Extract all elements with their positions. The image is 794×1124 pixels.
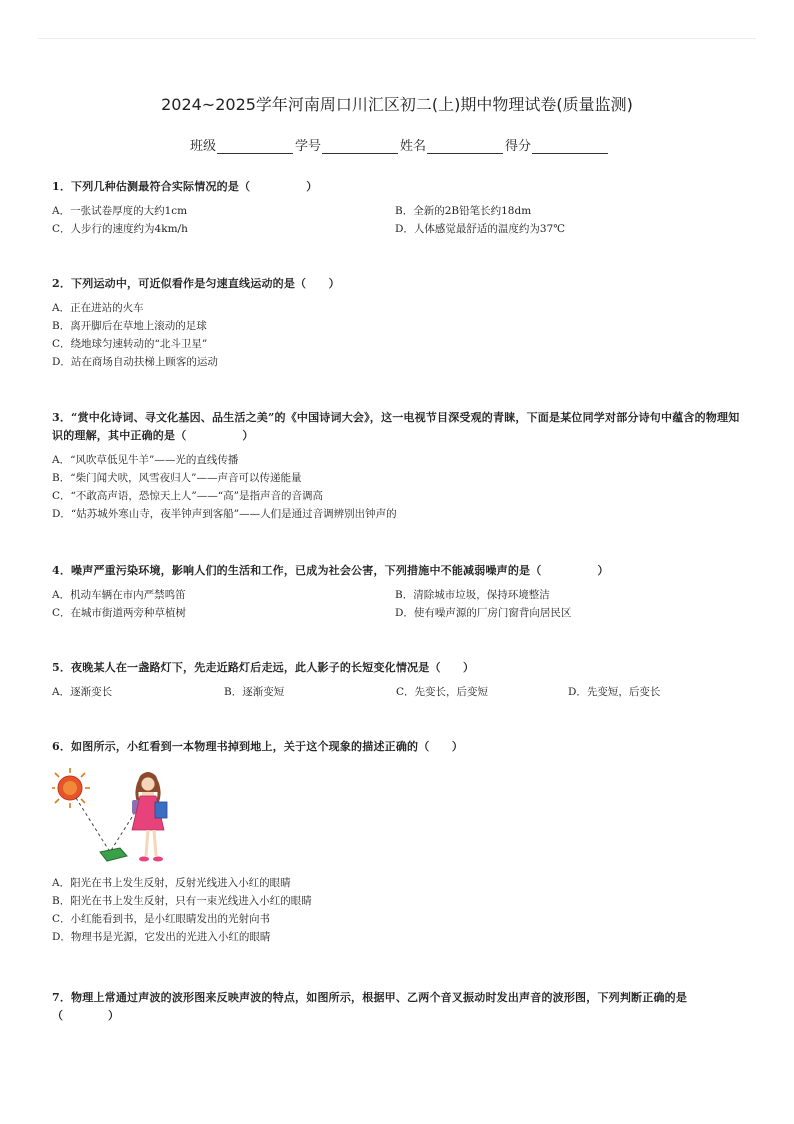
question-2: [52, 275, 742, 371]
option-c: C．人步行的速度约为4km/h: [52, 223, 188, 235]
options: [52, 586, 742, 604]
sun-icon: [52, 768, 90, 808]
options: [52, 451, 742, 523]
name-blank[interactable]: [427, 139, 503, 154]
option-d: D．人体感觉最舒适的温度约为37℃: [395, 223, 566, 235]
option-b: B．阳光在书上发生反射，只有一束光线进入小红的眼睛: [52, 895, 312, 907]
question-3: [52, 409, 742, 523]
question-4: [52, 562, 742, 622]
question-stem: 6．如图所示，小红看到一本物理书掉到地上，关于这个现象的描述正确的（ ）: [52, 740, 464, 753]
option-d: D．“姑苏城外寒山寺，夜半钟声到客船”——人们是通过音调辨别出钟声的: [52, 508, 397, 520]
option-a: A．正在进站的火车: [52, 302, 144, 314]
option-d: D．站在商场自动扶梯上顾客的运动: [52, 356, 218, 368]
class-blank[interactable]: [217, 139, 293, 154]
question-6-options: [52, 874, 742, 946]
question-stem: 4．噪声严重污染环境，影响人们的生活和工作，已成为社会公害，下列措施中不能减弱噪声的是（ ）: [52, 564, 609, 577]
question-stem: 7．物理上常通过声波的波形图来反映声波的特点，如图所示，根据甲、乙两个音叉振动时发出声音的波形图，下列判断正确的是（ ）: [52, 991, 688, 1022]
score-blank[interactable]: [532, 139, 608, 154]
question-5: [52, 659, 742, 701]
info-number: 学号: [295, 135, 400, 154]
option-d: D．物理书是光源，它发出的光进入小红的眼睛: [52, 931, 271, 943]
option-b: B．逐渐变短: [224, 686, 285, 698]
question-1: [52, 178, 742, 238]
question-6: [52, 738, 742, 756]
options: [52, 202, 742, 220]
question-stem: 2．下列运动中，可近似看作是匀速直线运动的是（ ）: [52, 277, 340, 290]
option-d: D．使有噪声源的厂房门窗背向居民区: [395, 607, 572, 619]
sun-book-girl-figure: [52, 768, 182, 868]
top-rule: [38, 38, 756, 39]
question-stem: 5．夜晚某人在一盏路灯下，先走近路灯后走远，此人影子的长短变化情况是（ ）: [52, 661, 475, 674]
option-a: A．阳光在书上发生反射，反射光线进入小红的眼睛: [52, 877, 291, 889]
option-c: C．先变长，后变短: [396, 686, 489, 698]
options: [52, 220, 742, 238]
question-stem: 3．“赏中化诗词、寻文化基因、品生活之美”的《中国诗词大会》，这一电视节目深受观的青睐，下面是某位同学对部分诗句中蕴含的物理知识的理解，其中正确的是（ ）: [52, 411, 740, 442]
question-stem: 1．下列几种估测最符合实际情况的是（ ）: [52, 180, 318, 193]
option-b: B．离开脚后在草地上滚动的足球: [52, 320, 207, 332]
option-d: D．先变短，后变长: [568, 686, 661, 698]
girl-figure: [132, 772, 167, 862]
number-blank[interactable]: [322, 139, 398, 154]
options: [52, 683, 742, 701]
option-c: C．“不敢高声语，恐惊天上人”——“高”是指声音的音调高: [52, 490, 324, 502]
option-a: A．机动车辆在市内严禁鸣笛: [52, 589, 186, 601]
student-info: [190, 135, 610, 154]
page-title: 2024~2025学年河南周口川汇区初二(上)期中物理试卷(质量监测): [161, 95, 633, 114]
options: [52, 874, 742, 946]
option-b: B．全新的2B铅笔长约18dm: [395, 205, 532, 217]
option-c: C．绕地球匀速转动的“北斗卫星”: [52, 338, 208, 350]
option-c: C．小红能看到书，是小红眼睛发出的光射向书: [52, 913, 271, 925]
option-b: B．“柴门闻犬吠，风雪夜归人”——声音可以传递能量: [52, 472, 302, 484]
info-name: 姓名: [400, 135, 505, 154]
info-class: 班级: [190, 135, 295, 154]
option-a: A．“风吹草低见牛羊”——光的直线传播: [52, 454, 239, 466]
book-icon: [100, 848, 127, 861]
options: [52, 299, 742, 371]
info-score: 得分: [505, 135, 610, 154]
option-a: A．逐渐变长: [52, 686, 113, 698]
option-a: A．一张试卷厚度的大约1cm: [52, 205, 188, 217]
option-b: B．清除城市垃圾，保持环境整洁: [395, 589, 550, 601]
question-7: [52, 989, 742, 1025]
option-c: C．在城市街道两旁种草植树: [52, 607, 187, 619]
options: [52, 604, 742, 622]
